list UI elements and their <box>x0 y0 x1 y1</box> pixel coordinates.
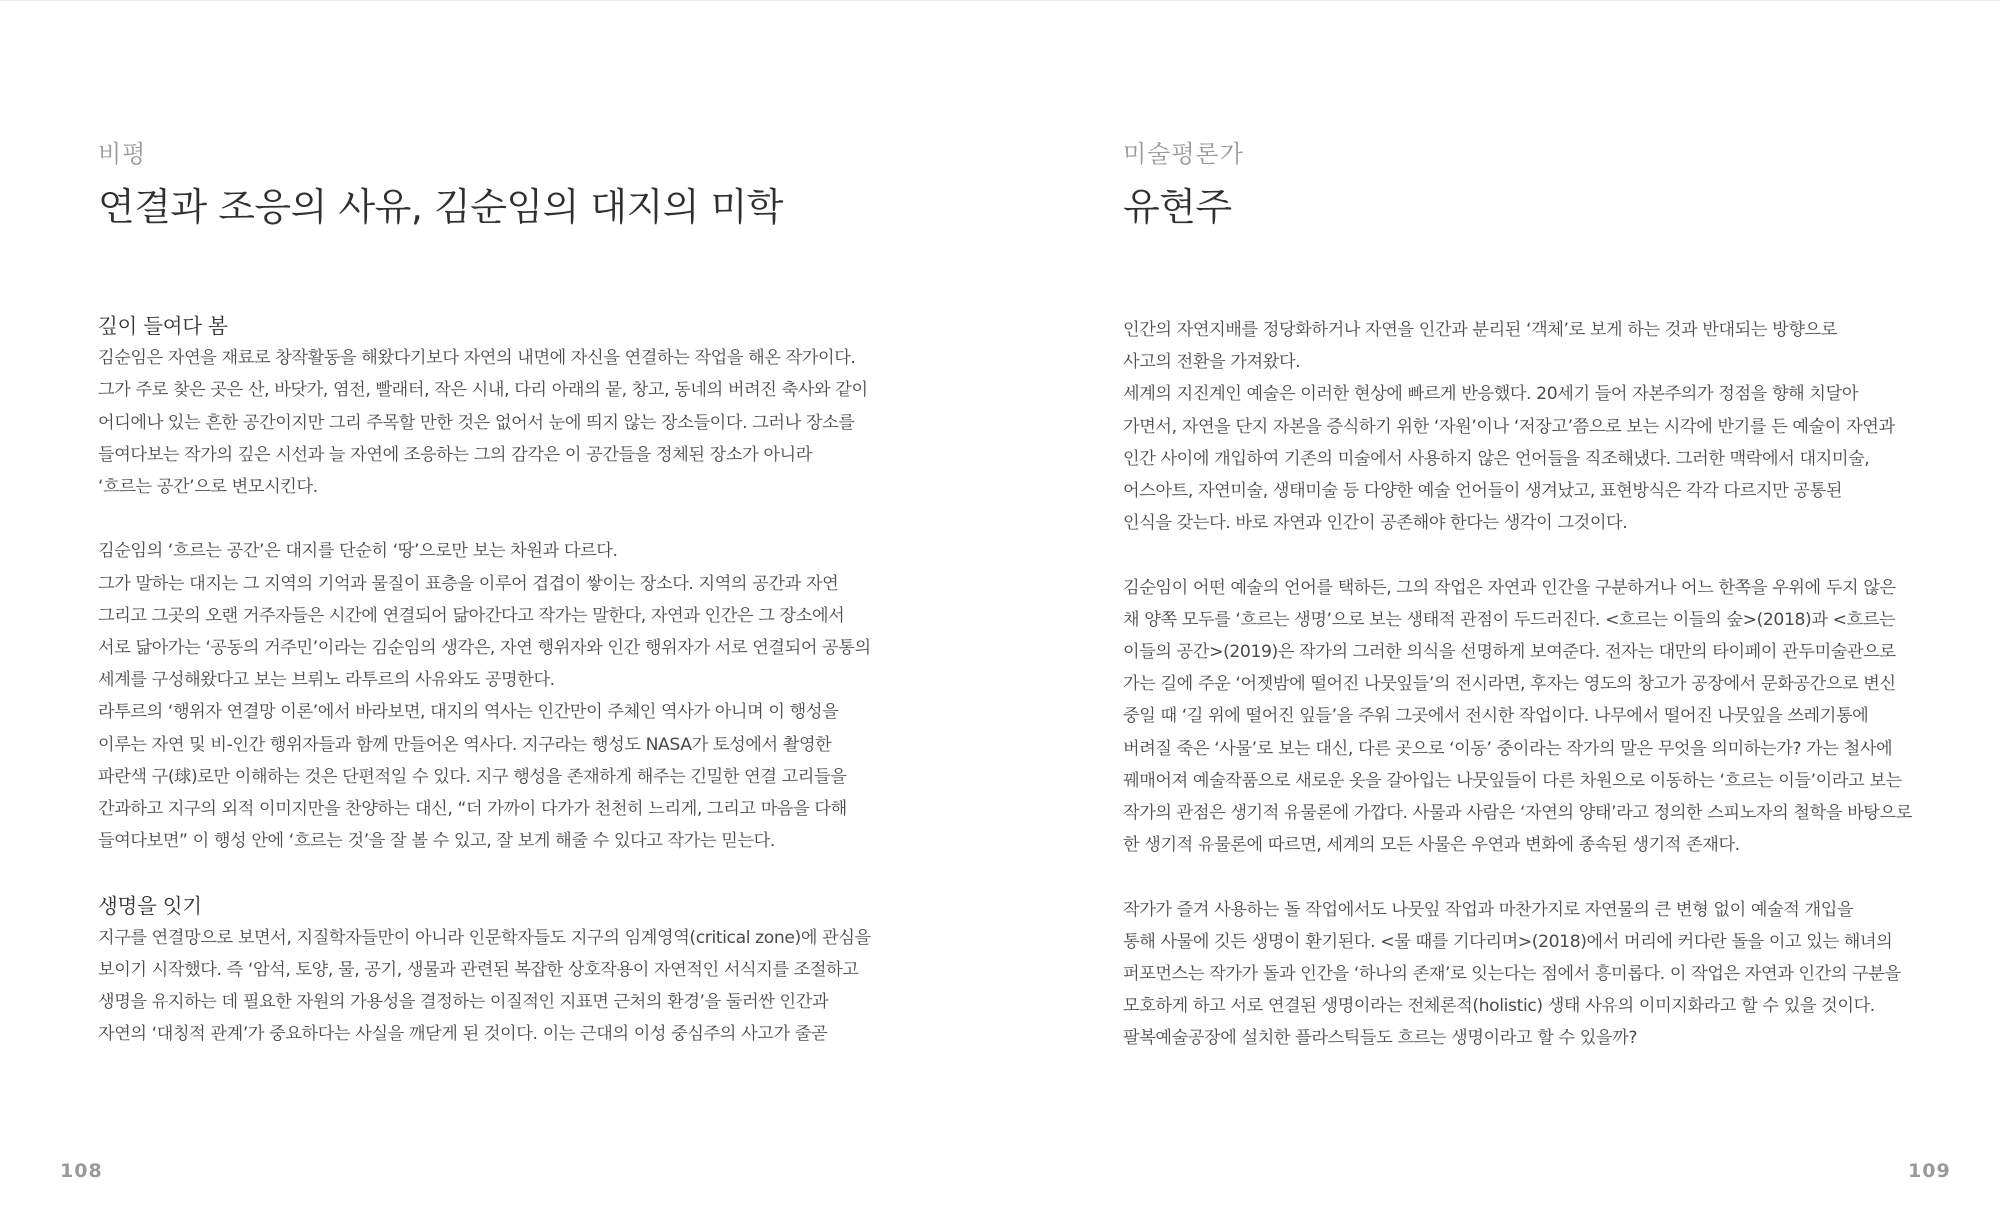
author-name: 유현주 <box>1123 185 1232 229</box>
text-line: 가는 길에 주운 ‘어젯밤에 떨어진 나뭇잎들’의 전시라면, 후자는 영도의 창고가 공장에서 문화공간으로 변신 <box>1123 674 1896 695</box>
right-page <box>1000 0 2000 1230</box>
text-line: 생명을 유지하는 데 필요한 자원의 가용성을 결정하는 이질적인 지표면 근처의 환경’을 둘러싼 인간과 <box>98 992 829 1013</box>
text-line: 어스아트, 자연미술, 생태미술 등 다양한 예술 언어들이 생겨났고, 표현방식은 각각 다르지만 공통된 <box>1123 481 1843 502</box>
text-line: 어디에나 있는 흔한 공간이지만 그리 주목할 만한 것은 없어서 눈에 띄지 않는 장소들이다. 그러나 장소를 <box>98 412 855 433</box>
paragraph-gap <box>98 503 871 535</box>
text-line: 김순임은 자연을 재료로 창작활동을 해왔다기보다 자연의 내면에 자신을 연결하는 작업을 해온 작가이다. <box>98 348 856 369</box>
text-line: 김순임이 어떤 예술의 언어를 택하든, 그의 작업은 자연과 인간을 구분하거나 어느 한쪽을 우위에 두지 않은 <box>1123 577 1896 598</box>
text-line: 들여다보면” 이 행성 안에 ‘흐르는 것’을 잘 볼 수 있고, 잘 보게 해줄 수 있다고 작가는 믿는다. <box>98 831 775 852</box>
text-line: 자연의 ‘대칭적 관계’가 중요하다는 사실을 깨닫게 된 것이다. 이는 근대의 이성 중심주의 사고가 줄곧 <box>98 1024 828 1045</box>
left-body-text <box>98 310 871 1051</box>
text-line: 사고의 전환을 가져왔다. <box>1123 352 1301 373</box>
text-line: 세계의 지진계인 예술은 이러한 현상에 빠르게 반응했다. 20세기 들어 자본주의가 정점을 향해 치달아 <box>1123 384 1859 405</box>
text-line: 들여다보는 작가의 깊은 시선과 늘 자연에 조응하는 그의 감각은 이 공간들을 정체된 장소가 아니라 <box>98 444 812 465</box>
paragraph-gap <box>1123 539 1912 571</box>
text-line: 파란색 구(球)로만 이해하는 것은 단편적일 수 있다. 지구 행성을 존재하게 해주는 긴밀한 연결 고리들을 <box>98 766 847 787</box>
text-line: 채 양쪽 모두를 ‘흐르는 생명’으로 보는 생태적 관점이 두드러진다. <흐르는 이들의 숲>(2018)과 <흐르는 <box>1123 609 1896 630</box>
right-body-text <box>1123 314 1912 1055</box>
text-line: 인간 사이에 개입하여 기존의 미술에서 사용하지 않은 언어들을 직조해냈다. 그러한 맥락에서 대지미술, <box>1123 448 1870 469</box>
paragraph-gap <box>1123 861 1912 893</box>
right-category: 미술평론가 <box>1123 140 1244 168</box>
article-title: 연결과 조응의 사유, 김순임의 대지의 미학 <box>98 185 784 229</box>
text-line: 세계를 구성해왔다고 보는 브뤼노 라투르의 사유와도 공명한다. <box>98 670 555 691</box>
text-line: 간과하고 지구의 외적 이미지만을 찬양하는 대신, “더 가까이 다가가 천천히 느리게, 그리고 마음을 다해 <box>98 799 847 820</box>
text-line: 한 생기적 유물론에 따르면, 세계의 모든 사물은 우연과 변화에 종속된 생기적 존재다. <box>1123 835 1740 856</box>
text-line: 지구를 연결망으로 보면서, 지질학자들만이 아니라 인문학자들도 지구의 임계영역(critical zone)에 관심을 <box>98 927 871 948</box>
text-line: 김순임의 ‘흐르는 공간’은 대지를 단순히 ‘땅’으로만 보는 차원과 다르다. <box>98 541 618 562</box>
section-heading: 생명을 잇기 <box>98 893 202 918</box>
text-line: 중일 때 ‘길 위에 떨어진 잎들’을 주워 그곳에서 전시한 작업이다. 나무에서 떨어진 나뭇잎을 쓰레기통에 <box>1123 706 1869 727</box>
text-line: 그가 말하는 대지는 그 지역의 기억과 물질이 표층을 이루어 겹겹이 쌓이는 장소다. 지역의 공간과 자연 <box>98 573 839 594</box>
text-line: 가면서, 자연을 단지 자본을 증식하기 위한 ‘자원’이나 ‘저장고’쯤으로 보는 시각에 반기를 든 예술이 자연과 <box>1123 416 1895 437</box>
text-line: 꿰매어져 예술작품으로 새로운 옷을 갈아입는 나뭇잎들이 다른 차원으로 이동하는 ‘흐르는 이들’이라고 보는 <box>1123 770 1902 791</box>
page-number-left: 108 <box>60 1160 103 1182</box>
text-line: 보이기 시작했다. 즉 ‘암석, 토양, 물, 공기, 생물과 관련된 복잡한 상호작용이 자연적인 서식지를 조절하고 <box>98 960 859 981</box>
text-line: 작가의 관점은 생기적 유물론에 가깝다. 사물과 사람은 ‘자연의 양태’라고 정의한 스피노자의 철학을 바탕으로 <box>1123 803 1912 824</box>
text-line: 인식을 갖는다. 바로 자연과 인간이 공존해야 한다는 생각이 그것이다. <box>1123 513 1628 534</box>
text-line: 라투르의 ‘행위자 연결망 이론’에서 바라보면, 대지의 역사는 인간만이 주체인 역사가 아니며 이 행성을 <box>98 702 839 723</box>
text-line: 이루는 자연 및 비-인간 행위자들과 함께 만들어온 역사다. 지구라는 행성도 NASA가 토성에서 촬영한 <box>98 734 832 755</box>
text-line: 통해 사물에 깃든 생명이 환기된다. <물 때를 기다리며>(2018)에서 머리에 커다란 돌을 이고 있는 해녀의 <box>1123 931 1893 952</box>
text-line: 그가 주로 찾은 곳은 산, 바닷가, 염전, 빨래터, 작은 시내, 다리 아래의 뭍, 창고, 동네의 버려진 축사와 같이 <box>98 380 868 401</box>
page-number-right: 109 <box>1908 1160 1951 1182</box>
text-line: 퍼포먼스는 작가가 돌과 인간을 ‘하나의 존재’로 잇는다는 점에서 흥미롭다. 이 작업은 자연과 인간의 구분을 <box>1123 964 1901 985</box>
section-gap <box>98 857 871 889</box>
text-line: 작가가 즐겨 사용하는 돌 작업에서도 나뭇잎 작업과 마찬가지로 자연물의 큰 변형 없이 예술적 개입을 <box>1123 899 1854 920</box>
text-line: 모호하게 하고 서로 연결된 생명이라는 전체론적(holistic) 생태 사유의 이미지화라고 할 수 있을 것이다. <box>1123 996 1875 1017</box>
text-line: ‘흐르는 공간’으로 변모시킨다. <box>98 477 318 498</box>
left-category: 비평 <box>98 140 147 168</box>
text-line: 인간의 자연지배를 정당화하거나 자연을 인간과 분리된 ‘객체’로 보게 하는 것과 반대되는 방향으로 <box>1123 320 1837 340</box>
section-heading: 깊이 들여다 봄 <box>98 314 228 338</box>
text-line: 서로 닮아가는 ‘공동의 거주민’이라는 김순임의 생각은, 자연 행위자와 인간 행위자가 서로 연결되어 공통의 <box>98 638 871 659</box>
text-line: 버려질 죽은 ‘사물’로 보는 대신, 다른 곳으로 ‘이동’ 중이라는 작가의 말은 무엇을 의미하는가? 가는 철사에 <box>1123 738 1893 759</box>
text-line: 이들의 공간>(2019)은 작가의 그러한 의식을 선명하게 보여준다. 전자는 대만의 타이페이 관두미술관으로 <box>1123 642 1896 663</box>
text-line: 그리고 그곳의 오랜 거주자들은 시간에 연결되어 닮아간다고 작가는 말한다, 자연과 인간은 그 장소에서 <box>98 605 845 626</box>
text-line: 팔복예술공장에 설치한 플라스틱들도 흐르는 생명이라고 할 수 있을까? <box>1123 1028 1638 1049</box>
